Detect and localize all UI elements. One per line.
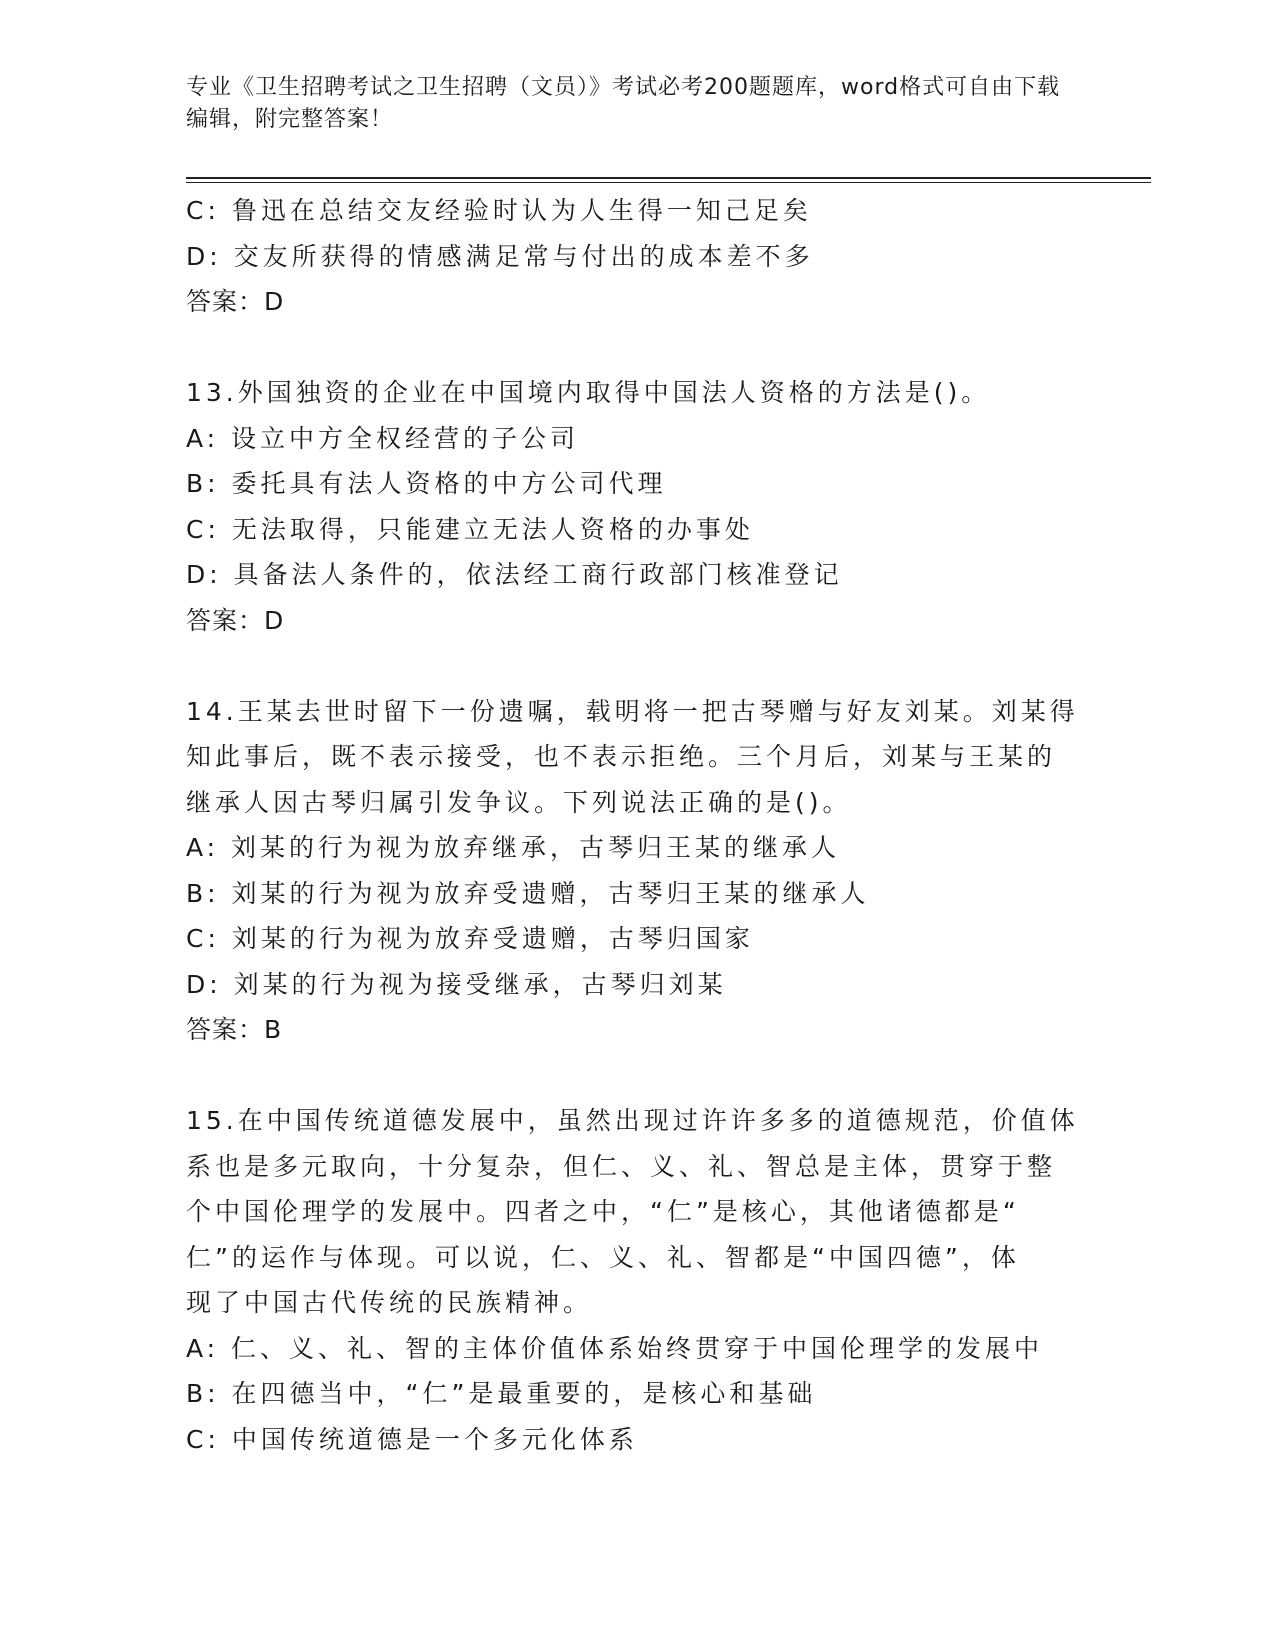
option-c: C: 刘某的行为视为放弃受遗赠，古琴归国家 [186,924,754,953]
document-header [186,72,1066,136]
answer-line: 答案：D [186,287,285,316]
question-stem-line: 仁”的运作与体现。可以说，仁、义、礼、智都是“中国四德”，体 [186,1242,1020,1272]
spacer [186,1053,1086,1099]
question-stem-line: 15.在中国传统道德发展中，虽然出现过许许多多的道德规范，价值体 [186,1106,1079,1135]
option-c: C: 中国传统道德是一个多元化体系 [186,1424,638,1454]
question-15 [186,1098,1086,1462]
option-d: D: 交友所获得的情感满足常与付出的成本差不多 [186,241,814,271]
header-title: 专业《卫生招聘考试之卫生招聘（文员）》考试必考200题题库，word格式可自由下载编辑，附完整答案！ [186,75,1061,132]
question-stem-line: 个中国伦理学的发展中。四者之中，“仁”是核心，其他诸德都是“ [186,1197,1020,1226]
header-divider-thin [186,182,1151,183]
document-body [186,188,1086,1462]
header-divider-thick [186,177,1151,179]
option-c: C: 无法取得，只能建立无法人资格的办事处 [186,514,754,544]
question-stem-line: 14.王某去世时留下一份遗嘱，载明将一把古琴赠与好友刘某。刘某得 [186,696,1079,726]
option-b: B: 刘某的行为视为放弃受遗赠，古琴归王某的继承人 [186,878,870,908]
option-d: D: 具备法人条件的，依法经工商行政部门核准登记 [186,560,843,589]
question-stem-line: 系也是多元取向，十分复杂，但仁、义、礼、智总是主体，贯穿于整 [186,1151,1057,1181]
option-d: D: 刘某的行为视为接受继承，古琴归刘某 [186,969,727,999]
question-13 [186,370,1086,643]
question-stem: 13.外国独资的企业在中国境内取得中国法人资格的方法是()。 [186,378,991,407]
spacer [186,643,1086,689]
option-a: A: 刘某的行为视为放弃继承，古琴归王某的继承人 [186,833,841,862]
question-12-tail [186,188,1086,325]
option-b: B: 委托具有法人资格的中方公司代理 [186,469,667,498]
answer-line: 答案：D [186,605,285,635]
question-stem-line: 知此事后，既不表示接受，也不表示拒绝。三个月后，刘某与王某的 [186,742,1057,771]
answer-line: 答案：B [186,1015,283,1044]
question-stem-line: 继承人因古琴归属引发争议。下列说法正确的是()。 [186,787,852,817]
option-b: B: 在四德当中，“仁”是最重要的，是核心和基础 [186,1379,817,1408]
spacer [186,325,1086,371]
question-stem-line: 现了中国古代传统的民族精神。 [186,1288,593,1317]
question-14 [186,689,1086,1053]
option-a: A: 设立中方全权经营的子公司 [186,423,580,453]
option-a: A: 仁、义、礼、智的主体价值体系始终贯穿于中国伦理学的发展中 [186,1333,1044,1363]
option-c: C: 鲁迅在总结交友经验时认为人生得一知己足矣 [186,196,812,225]
